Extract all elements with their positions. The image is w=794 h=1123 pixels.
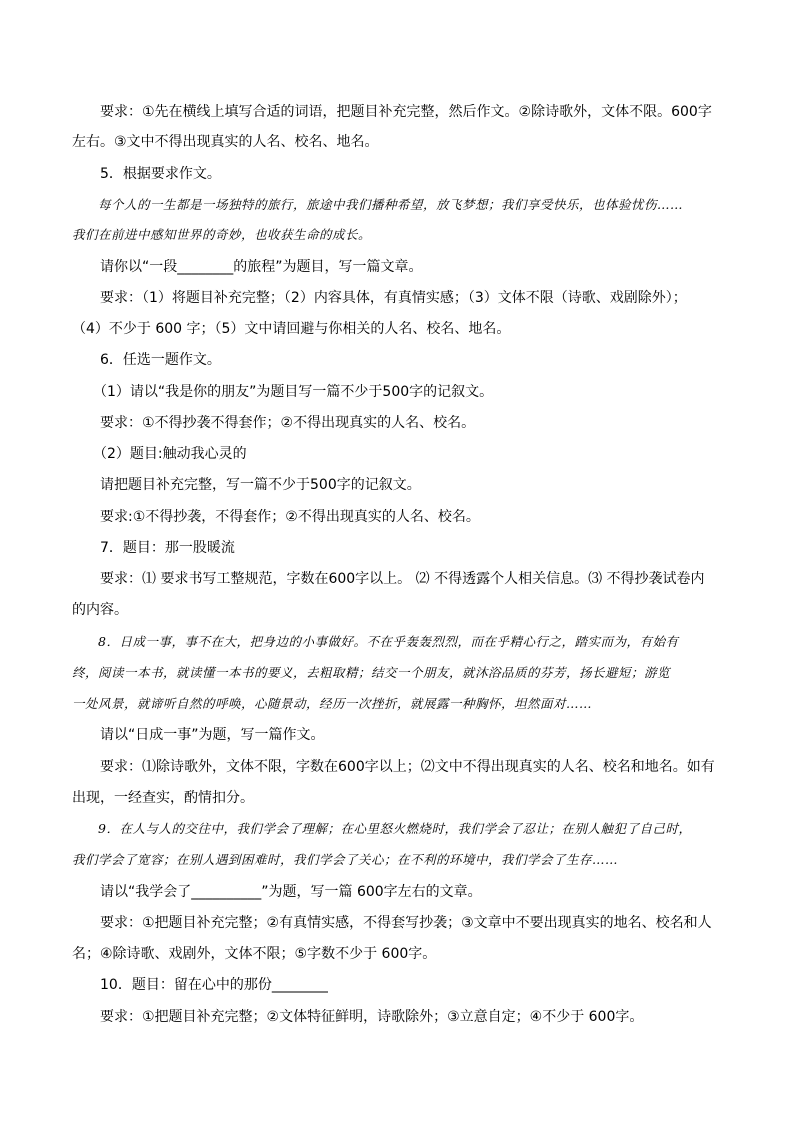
requirement-line: 要求：①先在横线上填写合适的词语，把题目补充完整，然后作文。②除诗歌外，文体不限。600字 (72, 104, 712, 120)
prompt-material: 8．日成一事，事不在大，把身边的小事做好。不在乎轰轰烈烈，而在乎精心行之，踏实而为，有始有 (72, 634, 679, 649)
prompt-material: 我们学会了宽容；在别人遇到困难时，我们学会了关心；在不利的环境中，我们学会了生存…… (72, 852, 619, 867)
requirement-line: 要求：①把题目补充完整；②有真情实感，不得套写抄袭；③文章中不要出现真实的地名、校名和人 (72, 915, 712, 931)
requirement-line: 要求：①不得抄袭不得套作；②不得出现真实的人名、校名。 (72, 415, 476, 431)
prompt-material: 9．在人与人的交往中，我们学会了理解；在心里怒火燃烧时，我们学会了忍让；在别人触犯了自己时， (72, 821, 692, 836)
requirement-line: 的内容。 (72, 602, 128, 618)
requirement-line: 要求：①把题目补充完整；②文体特征鲜明，诗歌除外；③立意自定；④不少于 600字。 (72, 1009, 644, 1025)
question-heading: 6．任选一题作文。 (72, 352, 221, 368)
prompt-instruction: （2）题目:触动我心灵的 (72, 446, 247, 462)
prompt-instruction: 请以“我学会了__________”为题，写一篇 600字左右的文章。 (72, 884, 482, 900)
requirement-line: 要求：⑴除诗歌外，文体不限，字数在600字以上；⑵文中不得出现真实的人名、校名和地名。如有 (72, 759, 715, 775)
prompt-instruction: 请以“日成一事”为题，写一篇作文。 (72, 727, 325, 743)
prompt-instruction: （1）请以“我是你的朋友”为题目写一篇不少于500字的记叙文。 (72, 384, 494, 400)
prompt-material: 一处风景，就谛听自然的呼唤，心随景动，经历一次挫折，就展露一种胸怀，坦然面对…… (72, 696, 593, 711)
prompt-instruction: 请你以“一段________的旅程”为题目，写一篇文章。 (72, 259, 423, 275)
requirement-line: 要求:①不得抄袭，不得套作；②不得出现真实的人名、校名。 (72, 509, 480, 525)
requirement-line: 要求：（1）将题目补充完整；（2）内容具体，有真情实感；（3）文体不限（诗歌、戏剧除外）； (72, 290, 687, 306)
prompt-material: 每个人的一生都是一场独特的旅行，旅途中我们播种希望，放飞梦想；我们享受快乐，也体验忧伤…… (72, 197, 684, 212)
requirement-line: 出现，一经查实，酌情扣分。 (72, 790, 254, 806)
prompt-material: 终，阅读一本书，就读懂一本书的要义，去粗取精；结交一个朋友，就沐浴品质的芬芳，扬长避短；游览 (72, 665, 671, 680)
question-heading: 10．题目：留在心中的那份________ (72, 977, 328, 993)
requirement-line: 要求：⑴ 要求书写工整规范，字数在600字以上。 ⑵ 不得透露个人相关信息。⑶ 不得抄袭试卷内 (72, 571, 705, 587)
requirement-line: 左右。③文中不得出现真实的人名、校名、地名。 (72, 134, 379, 150)
question-heading: 5．根据要求作文。 (72, 166, 221, 182)
prompt-material: 我们在前进中感知世界的奇妙，也收获生命的成长。 (72, 227, 372, 242)
prompt-instruction: 请把题目补充完整，写一篇不少于500字的记叙文。 (72, 477, 421, 493)
question-heading: 7．题目：那一股暖流 (72, 540, 235, 556)
requirement-line: （4）不少于 600 字；（5）文中请回避与你相关的人名、校名、地名。 (72, 321, 511, 337)
requirement-line: 名；④除诗歌、戏剧外，文体不限；⑤字数不少于 600字。 (72, 946, 437, 962)
